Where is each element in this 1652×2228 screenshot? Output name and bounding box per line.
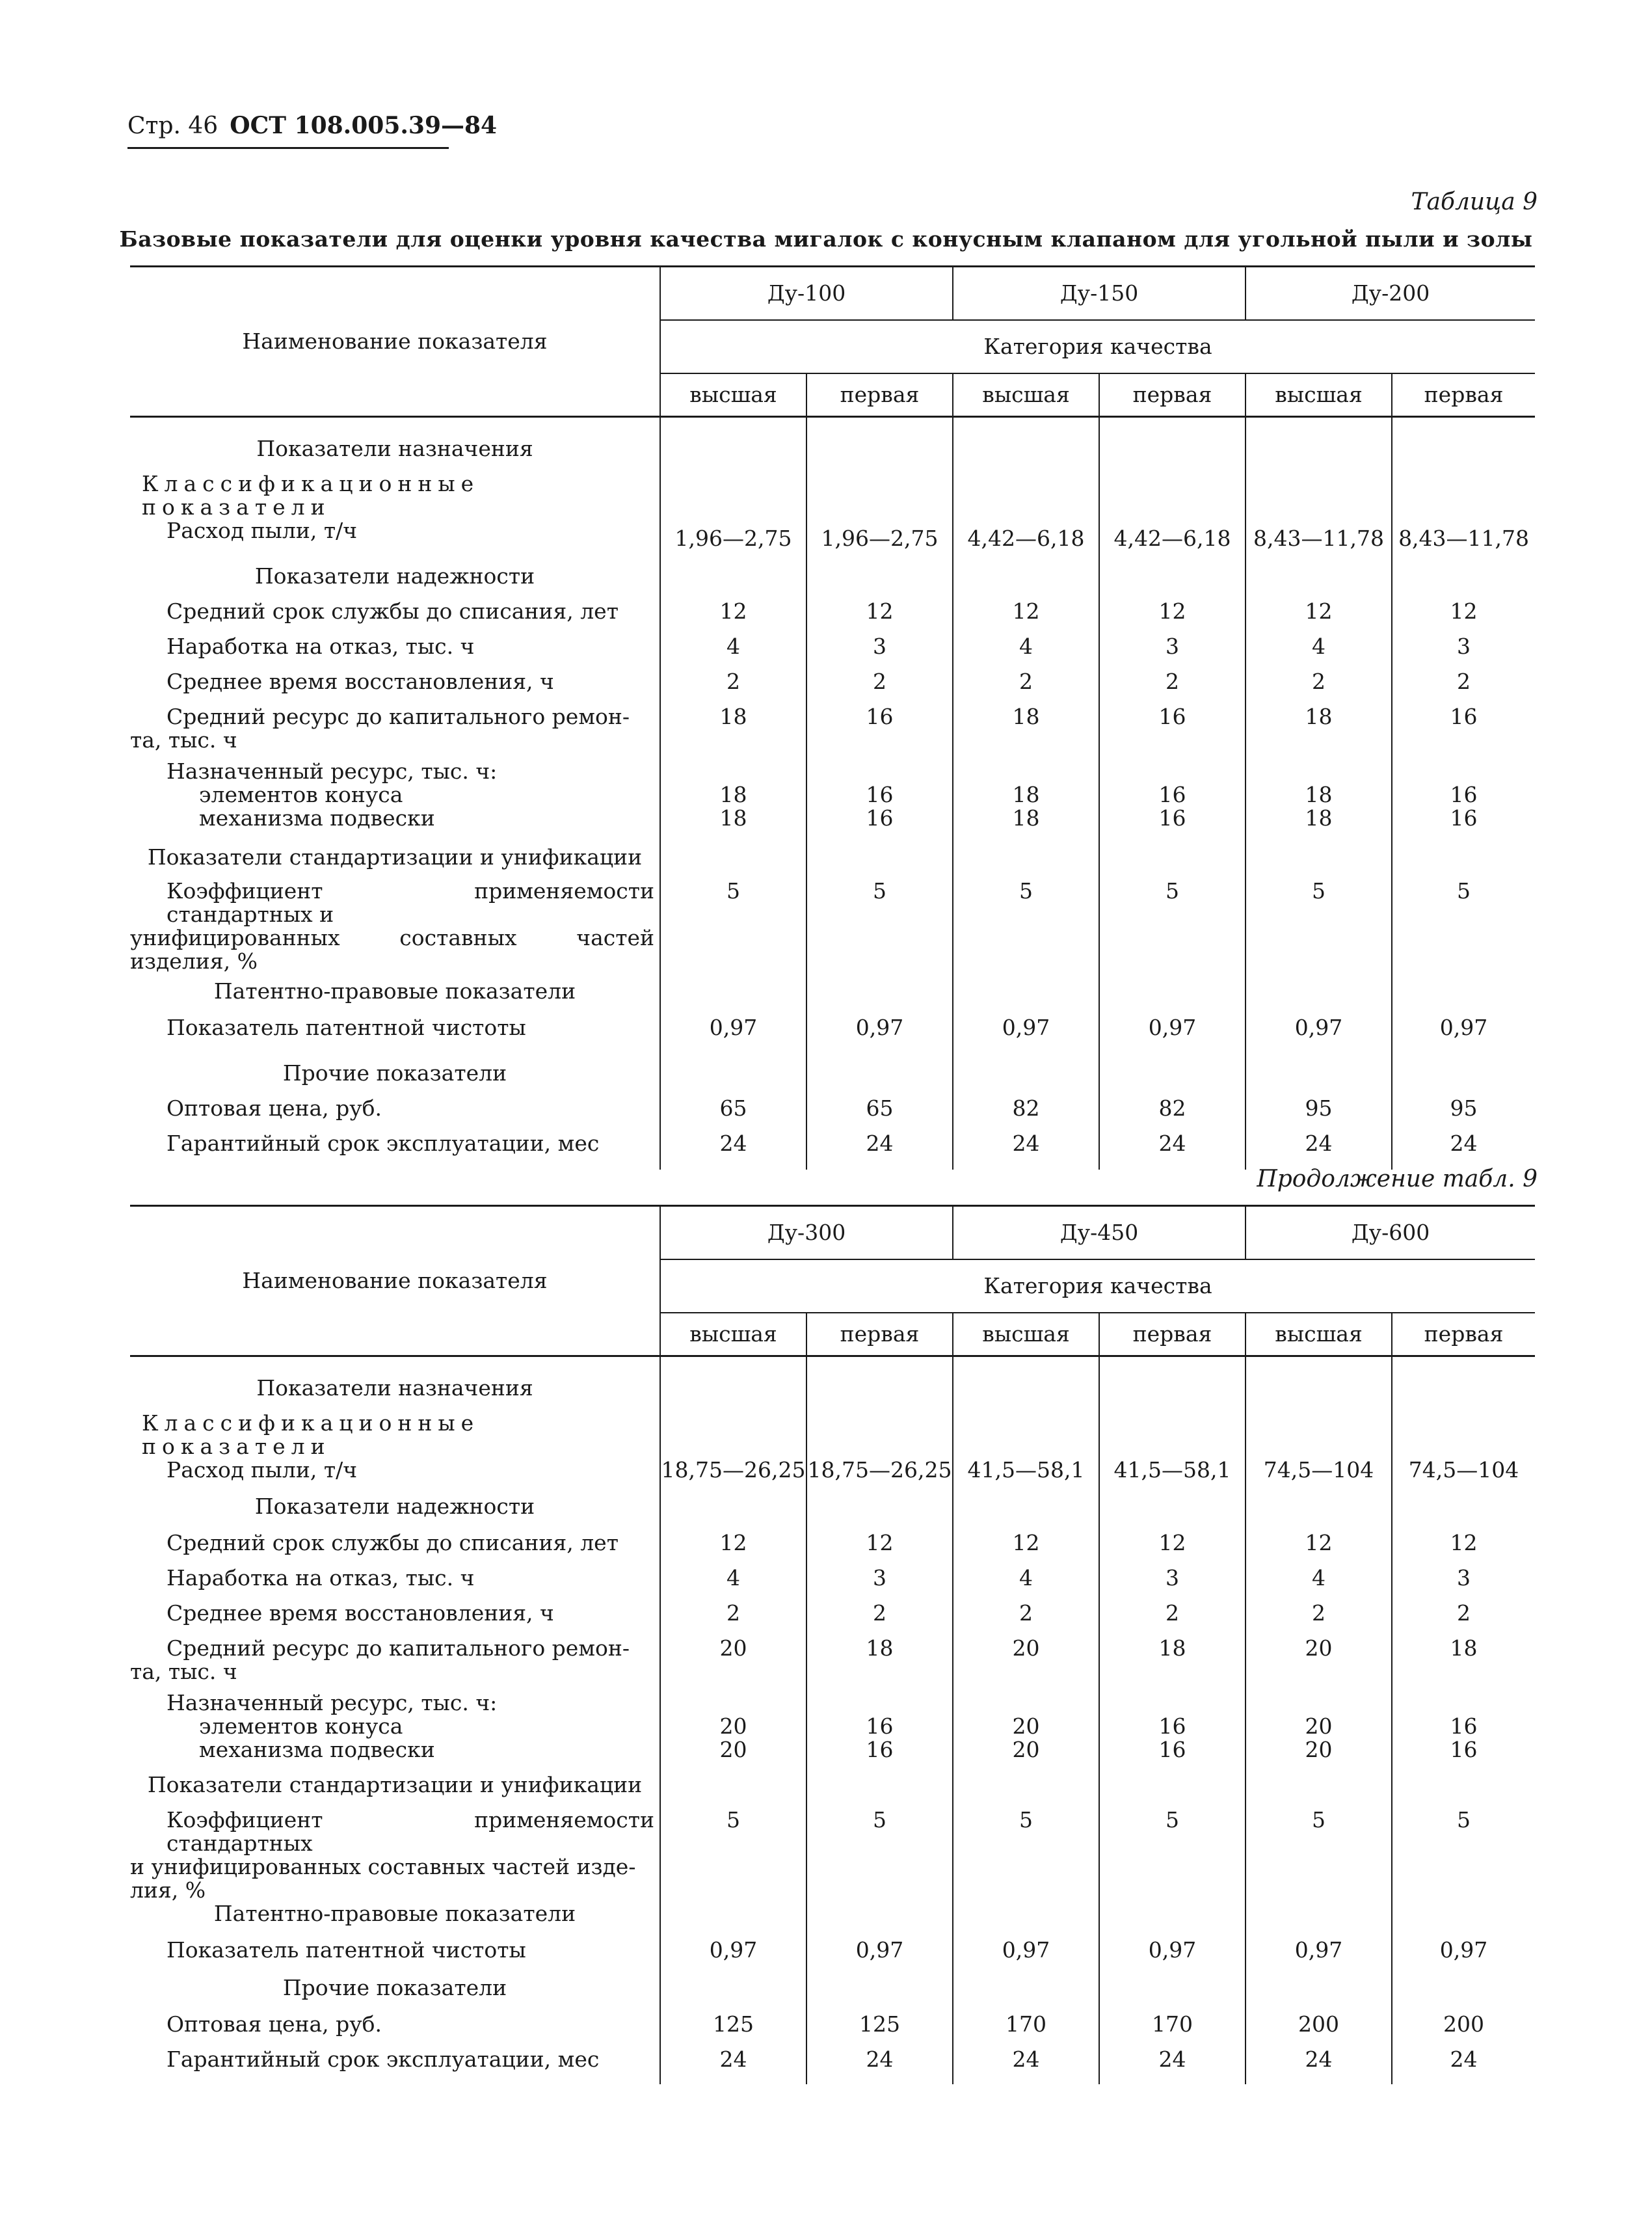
cell: 0,97: [806, 1016, 953, 1062]
cell: 0,97: [1392, 1939, 1535, 1976]
cell: 12: [1246, 600, 1392, 635]
cell: 20: [953, 1715, 1099, 1738]
cell: 18: [953, 705, 1099, 760]
row-label: Гарантийный срок эксплуатации, мес: [167, 1131, 600, 1156]
cell: 18: [1099, 1637, 1246, 1691]
row-label: Наработка на отказ, тыс. ч: [167, 1565, 475, 1590]
category-label: первая: [1392, 373, 1535, 417]
header-underline: [127, 147, 449, 149]
cell: 16: [1392, 807, 1535, 838]
cell: 3: [1392, 1566, 1535, 1602]
cell: 2: [1246, 670, 1392, 705]
row-label-line: Коэффициент применяемости стандартных: [167, 1807, 654, 1856]
size-header: Ду-450: [953, 1206, 1246, 1260]
category-label: первая: [1392, 1313, 1535, 1356]
cell: 24: [1099, 1132, 1246, 1170]
cell: 3: [1099, 1566, 1246, 1602]
category-header: Категория качества: [660, 1259, 1535, 1313]
cell: 12: [953, 600, 1099, 635]
cell: 4,42—6,18: [953, 519, 1099, 565]
cell: 0,97: [806, 1939, 953, 1976]
cell: 18: [1246, 783, 1392, 807]
category-label: высшая: [660, 1313, 806, 1356]
cell: 0,97: [660, 1939, 806, 1976]
cell: 2: [806, 670, 953, 705]
cell: 16: [1392, 705, 1535, 760]
category-label: первая: [806, 373, 953, 417]
cell: 20: [660, 1738, 806, 1768]
cell: 16: [1099, 783, 1246, 807]
cell: 1,96—2,75: [806, 519, 953, 565]
cell: 82: [953, 1097, 1099, 1132]
cell: 18: [660, 705, 806, 760]
cell: 24: [1392, 1132, 1535, 1170]
table-1: [130, 265, 1535, 1170]
row-label-line: и унифицированных составных частей изде-: [130, 1854, 636, 1879]
cell: 5: [1246, 879, 1392, 973]
cell: 4: [660, 1566, 806, 1602]
cell: 5: [1392, 1808, 1535, 1902]
cell: 0,97: [1392, 1016, 1535, 1062]
cell: 3: [806, 635, 953, 670]
name-column-header: Наименование показателя: [242, 1268, 548, 1293]
cell: 4: [660, 635, 806, 670]
row-label: [130, 705, 660, 760]
row-label: Наработка на отказ, тыс. ч: [167, 634, 475, 659]
cell: 4: [1246, 1566, 1392, 1602]
cell: 20: [1246, 1637, 1392, 1691]
cell: 12: [1392, 600, 1535, 635]
size-header: Ду-150: [953, 267, 1246, 321]
cell: 2: [1099, 1602, 1246, 1637]
cell: 16: [1099, 705, 1246, 760]
cell: 4: [953, 1566, 1099, 1602]
cell: 16: [1392, 783, 1535, 807]
row-label: [130, 879, 660, 973]
cell: 41,5—58,1: [1099, 1458, 1246, 1495]
cell: 2: [953, 1602, 1099, 1637]
cell: 24: [1246, 2048, 1392, 2084]
row-label-line: Коэффициент применяемости стандартных и: [167, 878, 654, 927]
cell: 12: [1099, 600, 1246, 635]
section-heading: Показатели надежности: [254, 1494, 535, 1519]
cell: 200: [1392, 2013, 1535, 2048]
cell: 95: [1392, 1097, 1535, 1132]
cell: 24: [953, 2048, 1099, 2084]
cell: 95: [1246, 1097, 1392, 1132]
cell: 24: [660, 1132, 806, 1170]
size-header: Ду-600: [1246, 1206, 1535, 1260]
table-2-label: Продолжение табл. 9: [1257, 1166, 1538, 1192]
section-heading: Патентно-правовые показатели: [213, 978, 576, 1004]
cell: 20: [660, 1637, 806, 1691]
category-label: высшая: [660, 373, 806, 417]
size-header: Ду-100: [660, 267, 953, 321]
cell: 24: [806, 1132, 953, 1170]
section-heading: Патентно-правовые показатели: [213, 1901, 576, 1926]
category-label: высшая: [953, 1313, 1099, 1356]
cell: 0,97: [1099, 1016, 1246, 1062]
row-label-line: та, тыс. ч: [130, 727, 237, 753]
cell: 170: [1099, 2013, 1246, 2048]
row-label: Показатель патентной чистоты: [167, 1937, 526, 1963]
cell: 12: [660, 1531, 806, 1566]
row-label: Среднее время восстановления, ч: [167, 1600, 554, 1626]
cell: 5: [660, 1808, 806, 1902]
section-heading: Показатели назначения: [256, 436, 533, 461]
section-heading: Прочие показатели: [282, 1975, 507, 2000]
cell: 3: [1392, 635, 1535, 670]
cell: 65: [660, 1097, 806, 1132]
section-heading: Показатели стандартизации и унификации: [147, 1772, 643, 1797]
cell: 12: [1392, 1531, 1535, 1566]
row-label: Оптовая цена, руб.: [167, 2011, 382, 2037]
cell: 16: [806, 783, 953, 807]
table-2: [130, 1205, 1535, 2084]
cell: 82: [1099, 1097, 1246, 1132]
cell: 5: [660, 879, 806, 973]
category-label: высшая: [953, 373, 1099, 417]
cell: 16: [1392, 1715, 1535, 1738]
row-label: Назначенный ресурс, тыс. ч:: [167, 758, 498, 784]
cell: 24: [806, 2048, 953, 2084]
cell: 18: [1246, 807, 1392, 838]
cell: 16: [806, 807, 953, 838]
cell: 1,96—2,75: [660, 519, 806, 565]
cell: 125: [806, 2013, 953, 2048]
row-label-line: Средний ресурс до капитального ремон-: [167, 704, 630, 729]
document-code: ОСТ 108.005.39—84: [230, 112, 498, 139]
row-label: [130, 1808, 660, 1902]
cell: 2: [660, 1602, 806, 1637]
cell: 5: [806, 879, 953, 973]
cell: 0,97: [953, 1939, 1099, 1976]
cell: 2: [806, 1602, 953, 1637]
cell: 3: [806, 1566, 953, 1602]
cell: 4,42—6,18: [1099, 519, 1246, 565]
cell: 0,97: [660, 1016, 806, 1062]
cell: 18,75—26,25: [660, 1458, 806, 1495]
row-label: [130, 1637, 660, 1691]
row-label-line: та, тыс. ч: [130, 1659, 237, 1684]
cell: 5: [1099, 879, 1246, 973]
cell: 0,97: [1246, 1016, 1392, 1062]
row-label: Расход пыли, т/ч: [167, 518, 358, 543]
table-1-label: Таблица 9: [1411, 189, 1538, 215]
row-label: механизма подвески: [199, 1737, 435, 1762]
cell: 18: [1246, 705, 1392, 760]
cell: 2: [1392, 670, 1535, 705]
category-label: высшая: [1246, 373, 1392, 417]
row-label: Средний срок службы до списания, лет: [167, 1530, 619, 1555]
cell: 20: [1246, 1738, 1392, 1768]
subsection-heading: Классификационные показатели: [142, 1410, 480, 1459]
cell: 18: [806, 1637, 953, 1691]
cell: 5: [1246, 1808, 1392, 1902]
cell: 8,43—11,78: [1392, 519, 1535, 565]
cell: 20: [953, 1637, 1099, 1691]
cell: 2: [1099, 670, 1246, 705]
cell: 170: [953, 2013, 1099, 2048]
cell: 20: [660, 1715, 806, 1738]
row-label: Среднее время восстановления, ч: [167, 669, 554, 694]
cell: 16: [1392, 1738, 1535, 1768]
row-label: Гарантийный срок эксплуатации, мес: [167, 2047, 600, 2072]
cell: 65: [806, 1097, 953, 1132]
category-header: Категория качества: [660, 320, 1535, 373]
cell: 16: [1099, 807, 1246, 838]
cell: 12: [953, 1531, 1099, 1566]
cell: 2: [1246, 1602, 1392, 1637]
cell: 24: [1392, 2048, 1535, 2084]
cell: 4: [1246, 635, 1392, 670]
cell: 0,97: [953, 1016, 1099, 1062]
row-label: Назначенный ресурс, тыс. ч:: [167, 1690, 498, 1715]
category-label: первая: [806, 1313, 953, 1356]
cell: 4: [953, 635, 1099, 670]
category-label: высшая: [1246, 1313, 1392, 1356]
cell: 74,5—104: [1246, 1458, 1392, 1495]
category-label: первая: [1099, 1313, 1246, 1356]
row-label-line: унифицированных составных частей изделия, %: [130, 925, 654, 974]
name-column-header: Наименование показателя: [242, 329, 548, 354]
cell: 20: [953, 1738, 1099, 1768]
cell: 18,75—26,25: [806, 1458, 953, 1495]
cell: 2: [1392, 1602, 1535, 1637]
row-label: Оптовая цена, руб.: [167, 1095, 382, 1121]
section-heading: Показатели стандартизации и унификации: [147, 844, 643, 870]
row-label-line: лия, %: [130, 1877, 206, 1903]
section-heading: Показатели назначения: [256, 1375, 533, 1401]
cell: 74,5—104: [1392, 1458, 1535, 1495]
cell: 12: [806, 1531, 953, 1566]
cell: 18: [1392, 1637, 1535, 1691]
cell: 5: [953, 1808, 1099, 1902]
row-label: механизма подвески: [199, 805, 435, 831]
cell: 18: [953, 807, 1099, 838]
section-heading: Прочие показатели: [282, 1060, 507, 1086]
cell: 5: [953, 879, 1099, 973]
cell: 18: [660, 807, 806, 838]
cell: 5: [1099, 1808, 1246, 1902]
size-header: Ду-300: [660, 1206, 953, 1260]
cell: 18: [660, 783, 806, 807]
cell: 12: [806, 600, 953, 635]
row-label: элементов конуса: [199, 782, 403, 807]
row-label: Показатель патентной чистоты: [167, 1015, 526, 1040]
row-label: Расход пыли, т/ч: [167, 1457, 358, 1483]
cell: 8,43—11,78: [1246, 519, 1392, 565]
cell: 16: [806, 705, 953, 760]
cell: 18: [953, 783, 1099, 807]
cell: 24: [1246, 1132, 1392, 1170]
cell: 12: [1099, 1531, 1246, 1566]
cell: 16: [806, 1738, 953, 1768]
subsection-heading: Классификационные показатели: [142, 471, 480, 520]
cell: 0,97: [1099, 1939, 1246, 1976]
cell: 24: [660, 2048, 806, 2084]
table-1-title: Базовые показатели для оценки уровня качества мигалок с конусным клапаном для угольной пыли и золы: [119, 226, 1533, 252]
cell: 16: [806, 1715, 953, 1738]
section-heading: Показатели надежности: [254, 563, 535, 589]
cell: 5: [1392, 879, 1535, 973]
cell: 125: [660, 2013, 806, 2048]
cell: 3: [1099, 635, 1246, 670]
row-label: Средний срок службы до списания, лет: [167, 598, 619, 624]
cell: 16: [1099, 1738, 1246, 1768]
size-header: Ду-200: [1246, 267, 1535, 321]
cell: 12: [660, 600, 806, 635]
cell: 20: [1246, 1715, 1392, 1738]
cell: 24: [1099, 2048, 1246, 2084]
category-label: первая: [1099, 373, 1246, 417]
cell: 5: [806, 1808, 953, 1902]
cell: 24: [953, 1132, 1099, 1170]
page-number: Стр. 46: [127, 113, 219, 139]
cell: 41,5—58,1: [953, 1458, 1099, 1495]
cell: 2: [660, 670, 806, 705]
row-label-line: Средний ресурс до капитального ремон-: [167, 1635, 630, 1661]
cell: 16: [1099, 1715, 1246, 1738]
cell: 200: [1246, 2013, 1392, 2048]
page-header: [127, 112, 497, 139]
row-label: элементов конуса: [199, 1713, 403, 1739]
cell: 2: [953, 670, 1099, 705]
cell: 0,97: [1246, 1939, 1392, 1976]
cell: 12: [1246, 1531, 1392, 1566]
